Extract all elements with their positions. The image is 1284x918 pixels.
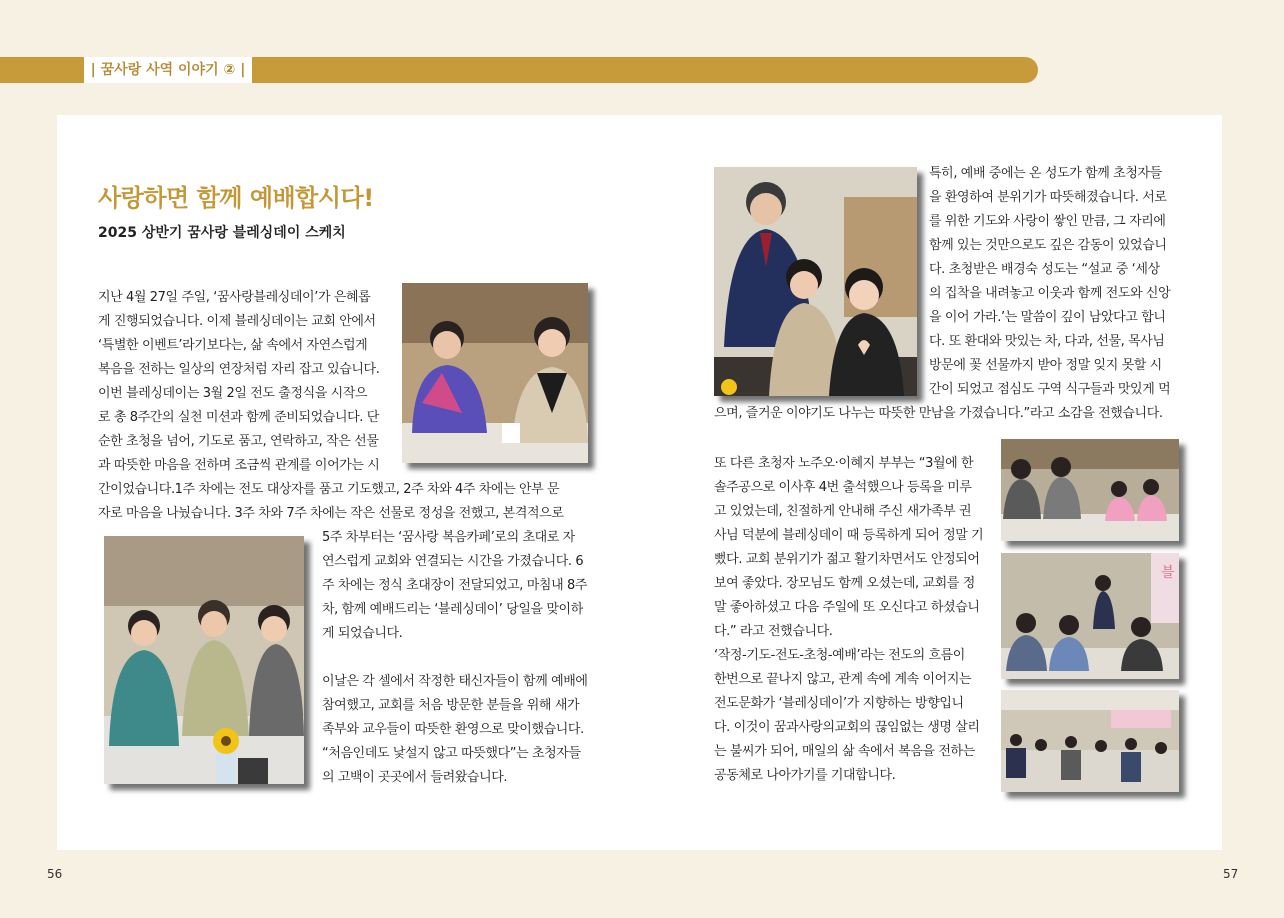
text-line: 다. 또 환대와 맛있는 차, 다과, 선물, 목사님 [929, 334, 1165, 349]
text-line: 뻤다. 교회 분위기가 젊고 활기차면서도 안정되어 [714, 552, 980, 567]
text-line: 자로 마음을 나눴습니다. 3주 차와 7주 차에는 작은 선물로 정성을 전했고, 본격적으로 [98, 506, 564, 521]
text-line: 게 진행되었습니다. 이제 블레싱데이는 교회 안에서 [98, 314, 376, 329]
text-line: 족부와 교우들이 따뜻한 환영으로 맞이했습니다. [322, 722, 584, 737]
text-line: 을 이어 가라.’는 말씀이 깊이 남았다고 합니 [929, 310, 1166, 325]
text-line: 다. 이것이 꿈과사랑의교회의 끊임없는 생명 살리 [714, 720, 980, 735]
page-number-right: 57 [1223, 867, 1239, 881]
text-line: 전도문화가 ‘블레싱데이’가 지향하는 방향입니 [714, 696, 964, 711]
photo-fellowship-hall [1001, 553, 1179, 679]
text-line: 는 불씨가 되어, 매일의 삶 속에서 복음을 전하는 [714, 744, 975, 759]
text-line: ‘작정-기도-전도-초청-예배’라는 전도의 흐름이 [714, 648, 965, 663]
text-line: 다. 초청받은 배경숙 성도는 “설교 중 ‘세상 [929, 262, 1160, 277]
photo-family-table [1001, 439, 1179, 541]
text-line: 간이 되었고 점심도 구역 식구들과 맛있게 먹 [929, 382, 1171, 397]
text-line: 순한 초청을 넘어, 기도로 품고, 연락하고, 작은 선물 [98, 434, 379, 449]
text-line: 지난 4월 27일 주일, ‘꿈사랑블레싱데이’가 은혜롭 [98, 290, 371, 305]
text-line: 의 고백이 곳곳에서 들려왔습니다. [322, 770, 508, 785]
text-line: 의 집착을 내려놓고 이웃과 함께 전도와 신앙 [929, 286, 1171, 301]
text-line: 을 환영하여 분위기가 따뜻해졌습니다. 서로 [929, 190, 1167, 205]
section-tag: | 꿈사랑 사역 이야기 ② | [84, 57, 252, 83]
text-line: 보여 좋았다. 장모님도 함께 오셨는데, 교회를 정 [714, 576, 975, 591]
photo-three-women-sunflower [104, 536, 304, 784]
text-line: 공동체로 나아가기를 기대합니다. [714, 768, 896, 783]
text-line: “처음인데도 낯설지 않고 따뜻했다”는 초청자들 [322, 746, 581, 761]
article-title: 사랑하면 함께 예배합시다! [98, 184, 374, 212]
text-line: ‘특별한 이벤트’라기보다는, 삶 속에서 자연스럽게 [98, 338, 368, 353]
text-line: 과 따뜻한 마음을 전하며 조금씩 관계를 이어가는 시 [98, 458, 380, 473]
text-line: 연스럽게 교회와 연결되는 시간을 가졌습니다. 6 [322, 554, 584, 569]
text-line: 참여했고, 교회를 처음 방문한 분들을 위해 새가 [322, 698, 580, 713]
text-line: 5주 차부터는 ‘꿈사랑 복음카페’로의 초대로 자 [322, 530, 575, 545]
text-line: 간이었습니다.1주 차에는 전도 대상자를 품고 기도했고, 2주 차와 4주 차에는 안부 문 [98, 482, 560, 497]
text-line: 특히, 예배 중에는 온 성도가 함께 초청자들 [929, 166, 1162, 181]
text-line: 고 있었는데, 친절하게 안내해 주신 새가족부 권 [714, 504, 972, 519]
text-line: 차, 함께 예배드리는 ‘블레싱데이’ 당일을 맞이하 [322, 602, 583, 617]
text-line: 또 다른 초청자 노주오·이혜지 부부는 “3월에 한 [714, 456, 974, 471]
text-line: 한번으로 끝나지 않고, 관계 속에 계속 이어지는 [714, 672, 972, 687]
text-line: 이번 블레싱데이는 3월 2일 전도 출정식을 시작으 [98, 386, 368, 401]
text-line: 다.” 라고 전했습니다. [714, 624, 833, 639]
text-line: 복음을 전하는 일상의 연장처럼 자리 잡고 있습니다. [98, 362, 380, 377]
photo-two-women [402, 283, 588, 463]
text-line: 솔주공으로 이사후 4번 출석했으나 등록을 미루 [714, 480, 972, 495]
text-line: 게 되었습니다. [322, 626, 403, 641]
text-line: 사님 덕분에 블레싱데이 때 등록하게 되어 정말 기 [714, 528, 984, 543]
text-line: 방문에 꽃 선물까지 받아 정말 잊지 못할 시 [929, 358, 1162, 373]
text-line: 함께 있는 것만으로도 깊은 감동이 있었습니 [929, 238, 1167, 253]
photo-pastor-with-guests [714, 167, 917, 396]
text-line: 주 차에는 정식 초대장이 전달되었고, 마침내 8주 [322, 578, 587, 593]
page-number-left: 56 [47, 867, 63, 881]
text-line: 를 위한 기도와 사랑이 쌓인 만큼, 그 자리에 [929, 214, 1166, 229]
text-line: 으며, 즐거운 이야기도 나누는 따뜻한 만남을 가졌습니다.”라고 소감을 전했습니다. [714, 406, 1163, 421]
text-line: 말 좋아하셨고 다음 주일에 또 오신다고 하셨습니 [714, 600, 980, 615]
svg-text:블: 블 [1161, 565, 1175, 581]
article-subtitle: 2025 상반기 꿈사랑 블레싱데이 스케치 [98, 225, 346, 241]
text-line: 이날은 각 셀에서 작정한 태신자들이 함께 예배에 [322, 674, 588, 689]
text-line: 로 총 8주간의 실천 미션과 함께 준비되었습니다. 단 [98, 410, 379, 425]
photo-hall-wide [1001, 690, 1179, 792]
